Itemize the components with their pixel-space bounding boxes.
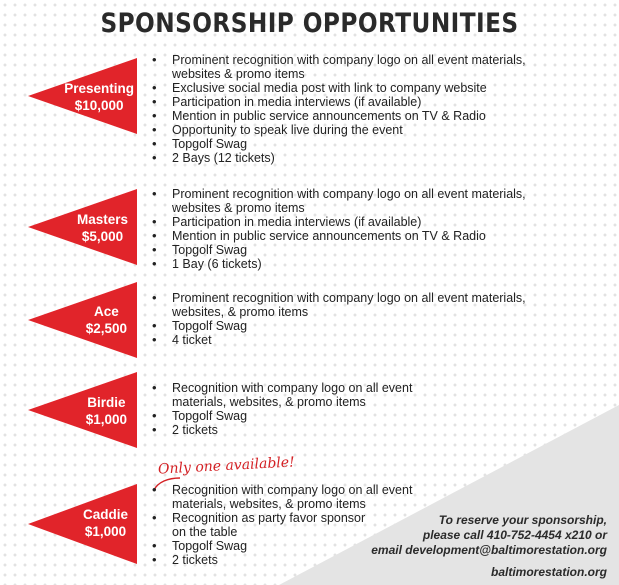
benefit-item: • Recognition with company logo on all event	[152, 483, 572, 497]
tier-price: $5,000	[81, 229, 124, 244]
benefit-item: • Prominent recognition with company logo on all event materials,	[152, 53, 572, 67]
tier-price: $2,500	[85, 321, 127, 336]
tier-price: $1,000	[85, 412, 127, 427]
benefit-item: • Topgolf Swag	[152, 243, 572, 257]
benefit-item: • Recognition with company logo on all event	[152, 381, 572, 395]
tier-price: $1,000	[84, 524, 127, 539]
benefit-item: • Topgolf Swag	[152, 409, 572, 423]
tier-label-caddie	[83, 506, 128, 540]
tier-name: Presenting	[64, 81, 134, 96]
tier-label-masters	[77, 211, 128, 245]
tier-label-presenting	[64, 80, 134, 114]
reserve-info	[371, 513, 607, 558]
benefit-item: materials, websites, & promo items	[172, 497, 366, 511]
benefit-item: • Prominent recognition with company logo on all event materials,	[152, 291, 572, 305]
benefit-item: • 2 tickets	[152, 553, 572, 567]
benefits-list-presenting	[152, 53, 572, 165]
benefit-item: • Opportunity to speak live during the event	[152, 123, 572, 137]
benefit-item: websites & promo items	[172, 201, 305, 215]
benefit-item: • Topgolf Swag	[152, 137, 572, 151]
benefit-item: • Topgolf Swag	[152, 539, 572, 553]
website-url: baltimorestation.org	[490, 565, 607, 579]
benefit-item: • Prominent recognition with company logo on all event materials,	[152, 187, 572, 201]
benefit-item: • 1 Bay (6 tickets)	[152, 257, 572, 271]
tier-name: Masters	[76, 212, 128, 227]
benefit-item: websites & promo items	[172, 67, 305, 81]
benefit-item: • Participation in media interviews (if available)	[152, 215, 572, 229]
benefit-item: • Mention in public service announcements on TV & Radio	[152, 109, 572, 123]
benefit-item: • 2 Bays (12 tickets)	[152, 151, 572, 165]
benefit-item: • Topgolf Swag	[152, 319, 572, 333]
only-one-available-note: Only one available!	[157, 454, 296, 478]
benefits-list-birdie	[152, 381, 572, 437]
benefits-list-ace	[152, 291, 572, 347]
benefit-item: • Recognition as party favor sponsor	[152, 511, 572, 525]
tier-name: Caddie	[82, 507, 128, 522]
page-title: SPONSORSHIP OPPORTUNITIES	[100, 8, 519, 39]
reserve-email: email development@baltimorestation.org	[371, 543, 607, 557]
tier-price: $10,000	[74, 98, 124, 113]
benefit-item: • Exclusive social media post with link to company website	[152, 81, 572, 95]
benefit-item: on the table	[172, 525, 238, 539]
tier-name: Birdie	[87, 395, 126, 410]
tier-label-ace	[86, 303, 127, 337]
benefit-item: materials, websites, & promo items	[172, 395, 366, 409]
tier-name: Ace	[93, 304, 119, 319]
benefit-item: • 2 tickets	[152, 423, 572, 437]
tier-label-birdie	[86, 394, 127, 428]
benefit-item: websites, & promo items	[172, 305, 309, 319]
reserve-line: please call 410-752-4454 x210 or	[422, 528, 607, 542]
benefit-item: • Mention in public service announcements on TV & Radio	[152, 229, 572, 243]
benefits-list-masters	[152, 187, 572, 271]
reserve-line: To reserve your sponsorship,	[438, 513, 607, 527]
benefit-item: • Participation in media interviews (if available)	[152, 95, 572, 109]
benefit-item: • 4 ticket	[152, 333, 572, 347]
